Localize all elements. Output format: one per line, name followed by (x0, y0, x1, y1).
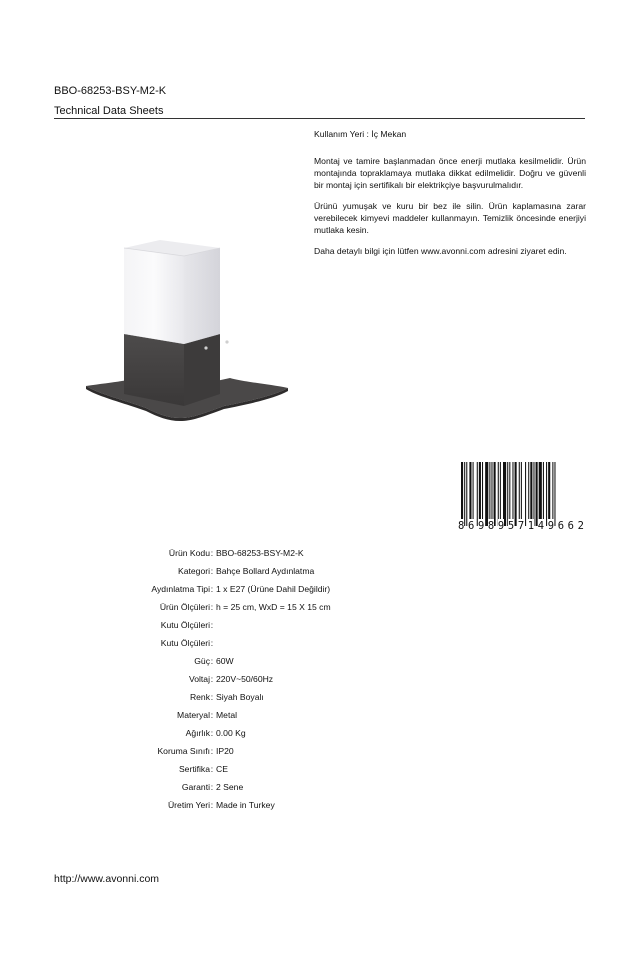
spec-label: Kutu Ölçüleri (160, 638, 210, 648)
spec-value: 1 x E27 (Ürüne Dahil Değildir) (216, 584, 331, 594)
barcode-digit: 2 (577, 520, 584, 532)
spec-label: Materyal (177, 710, 210, 720)
barcode-bar (461, 462, 463, 526)
barcode-bar (485, 462, 488, 526)
spec-separator: : (210, 620, 214, 630)
barcode-digit: 8 (458, 520, 465, 532)
barcode-bar (498, 462, 499, 526)
sheet-title: Technical Data Sheets (54, 105, 164, 117)
spec-separator: : (210, 566, 214, 576)
header-divider (54, 118, 585, 119)
spec-value: Siyah Boyalı (216, 692, 264, 702)
barcode-bar (515, 462, 517, 526)
spec-value (214, 616, 216, 634)
product-image (84, 236, 290, 422)
spec-separator: : (210, 602, 214, 612)
product-code-title: BBO-68253-BSY-M2-K (54, 85, 167, 97)
barcode-digit: 4 (537, 520, 545, 532)
barcode-digit: 9 (497, 520, 505, 532)
spec-label: Voltaj (188, 674, 210, 684)
barcode-bar (469, 462, 471, 526)
spec-separator: : (210, 782, 214, 792)
spec-label: Üretim Yeri (167, 800, 210, 810)
spec-row-protection-class (90, 742, 410, 760)
spec-value: Metal (216, 710, 238, 720)
spec-row-certificate (90, 760, 410, 778)
spec-row-warranty (90, 778, 410, 796)
barcode-bar (507, 462, 508, 526)
barcode-digit: 7 (517, 520, 525, 532)
barcode-bar (543, 462, 544, 526)
spec-row-power (90, 652, 410, 670)
spec-row-voltage (90, 670, 410, 688)
spec-value (214, 634, 216, 652)
spec-label: Ağırlık (185, 728, 210, 738)
spec-separator: : (210, 692, 214, 702)
spec-row-category (90, 562, 410, 580)
spec-table (90, 544, 410, 814)
spec-separator: : (210, 638, 214, 648)
barcode-bar (473, 462, 474, 526)
barcode-bar (466, 462, 467, 526)
spec-separator: : (210, 548, 214, 558)
spec-separator: : (210, 800, 214, 810)
spec-label: Kutu Ölçüleri (160, 620, 210, 630)
barcode-bar (533, 462, 534, 526)
spec-label: Sertifika (178, 764, 210, 774)
spec-row-box-dimensions (90, 616, 410, 634)
spec-label: Güç (194, 656, 210, 666)
mounting-warning-text: Montaj ve tamire başlanmadan önce enerji mutlaka kesilmelidir. Ürün montajında topraklamaya mutlaka dikkat edilmelidir. Doğru ve güvenli bir montaj için sertifikalı bir elektrikçiye başvurulmalıdır. (314, 156, 586, 190)
barcode-bar (489, 462, 490, 526)
barcode-digit: 9 (547, 520, 555, 532)
barcode (458, 462, 584, 534)
spec-value: CE (216, 764, 228, 774)
barcode-bar (519, 462, 520, 526)
info-text-block (314, 128, 586, 266)
cleaning-instructions-text: Ürünü yumuşak ve kuru bir bez ile silin. Ürün kaplamasına zarar verebilecek kimyevi maddeler kullanmayın. Temizlik öncesinde enerjiyi mutlaka kesin. (314, 201, 586, 235)
barcode-bar (464, 462, 465, 526)
spec-label: Ürün Kodu (168, 548, 210, 558)
barcode-bar (482, 462, 483, 526)
spec-label: Garanti (181, 782, 210, 792)
footer-website-link[interactable]: http://www.avonni.com (54, 873, 160, 885)
barcode-digit: 8 (487, 520, 495, 532)
barcode-digit: 6 (567, 520, 574, 532)
spec-separator: : (210, 710, 214, 720)
bollard-lamp-illustration (84, 236, 290, 422)
barcode-bar (479, 462, 481, 526)
barcode-digits (458, 519, 584, 533)
barcode-bar (491, 462, 492, 526)
spec-label: Aydınlatma Tipi (151, 584, 210, 594)
barcode-bar (548, 462, 550, 526)
barcode-bar (539, 462, 542, 526)
spec-value: Made in Turkey (216, 800, 275, 810)
barcode-digit: 5 (507, 520, 515, 532)
spec-label: Renk (189, 692, 210, 702)
barcode-bar (477, 462, 478, 526)
spec-row-lighting-type (90, 580, 410, 598)
barcode-bar (503, 462, 506, 526)
barcode-bar (528, 462, 529, 526)
barcode-bar (521, 462, 522, 526)
barcode-digit: 9 (477, 520, 485, 532)
spec-separator: : (210, 764, 214, 774)
spec-row-material (90, 706, 410, 724)
spec-value: h = 25 cm, WxD = 15 X 15 cm (216, 602, 331, 612)
spec-value: 2 Sene (216, 782, 244, 792)
barcode-bar (554, 462, 555, 526)
spec-value: 0.00 Kg (216, 728, 246, 738)
spec-value: 60W (216, 656, 234, 666)
barcode-bars (458, 462, 584, 526)
barcode-bar (552, 462, 553, 526)
spec-row-product-dimensions (90, 598, 410, 616)
spec-row-color (90, 688, 410, 706)
spec-label: Koruma Sınıfı (157, 746, 210, 756)
spec-row-weight (90, 724, 410, 742)
spec-separator: : (210, 584, 214, 594)
barcode-bar (530, 462, 532, 526)
more-info-text: Daha detaylı bilgi için lütfen www.avonni.com adresini ziyaret edin. (314, 246, 567, 256)
spec-separator: : (210, 674, 214, 684)
spec-label: Kategori (177, 566, 210, 576)
spec-separator: : (210, 656, 214, 666)
barcode-bar (536, 462, 538, 526)
barcode-digit: 6 (467, 520, 475, 532)
barcode-bar (509, 462, 510, 526)
spec-label: Ürün Ölçüleri (159, 602, 210, 612)
spec-row-origin (90, 796, 410, 814)
barcode-bar (512, 462, 513, 526)
spec-row-box-dimensions (90, 634, 410, 652)
spec-value: BBO-68253-BSY-M2-K (216, 548, 304, 558)
barcode-bar (494, 462, 496, 526)
spec-separator: : (210, 746, 214, 756)
spec-value: 220V~50/60Hz (216, 674, 274, 684)
spec-value: IP20 (216, 746, 234, 756)
spec-separator: : (210, 728, 214, 738)
barcode-bar (500, 462, 501, 526)
barcode-bar (546, 462, 547, 526)
spec-value: Bahçe Bollard Aydınlatma (216, 566, 315, 576)
spec-row-product-code (90, 544, 410, 562)
barcode-bar (525, 462, 526, 526)
barcode-digit: 6 (557, 520, 565, 532)
document-header (54, 84, 585, 118)
barcode-digit: 1 (527, 520, 535, 532)
usage-text: Kullanım Yeri : İç Mekan (314, 129, 407, 139)
